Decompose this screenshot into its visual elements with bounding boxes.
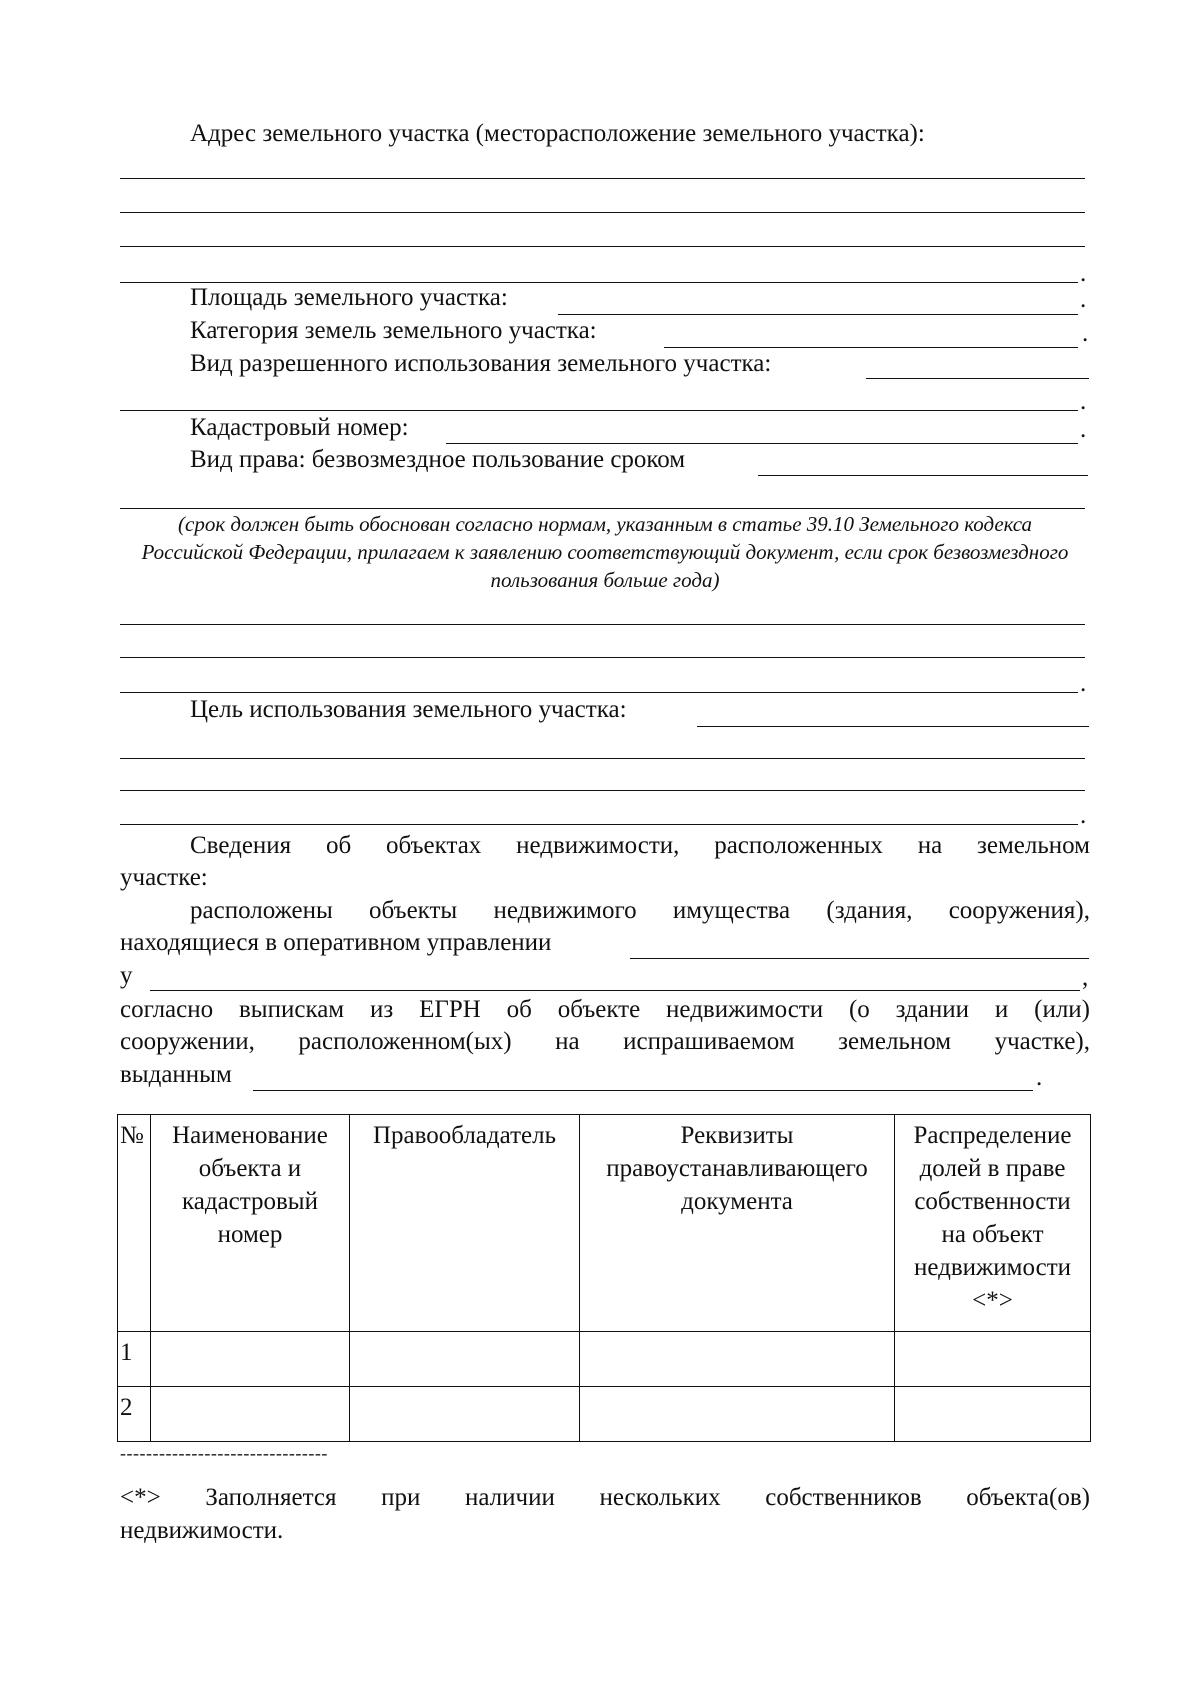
address-label: Адрес земельного участка (месторасположение земельного участка): <box>190 120 925 147</box>
term-field-line-1[interactable] <box>120 624 1085 625</box>
address-field-line-2[interactable] <box>120 212 1085 213</box>
category-label: Категория земель земельного участка: <box>190 317 597 344</box>
footnote-line-1: <*> Заполняется при наличии нескольких собственников объекта(ов) <box>120 1484 1090 1511</box>
property-text-line-1: расположены объекты недвижимого имущества (здания, сооружения), <box>190 897 1090 924</box>
address-period: . <box>1080 260 1087 287</box>
cell-object-name[interactable] <box>151 1332 350 1387</box>
purpose-field[interactable] <box>697 726 1089 727</box>
permitted-use-label: Вид разрешенного использования земельного участка: <box>190 350 772 377</box>
col-header-number: № <box>118 1115 151 1332</box>
category-period: . <box>1082 320 1089 347</box>
col-header-rightholder: Правообладатель <box>350 1115 580 1332</box>
term-period: . <box>1080 670 1087 697</box>
issued-period: . <box>1036 1064 1043 1091</box>
cadastral-label: Кадастровый номер: <box>190 414 409 441</box>
address-field-line-3[interactable] <box>120 246 1085 247</box>
issued-field[interactable] <box>253 1090 1033 1091</box>
term-field-line-2[interactable] <box>120 657 1085 658</box>
cell-shares[interactable] <box>895 1387 1091 1442</box>
area-label: Площадь земельного участка: <box>190 284 508 311</box>
term-note: (срок должен быть обоснован согласно нормам, указанным в статье 39.10 Земельного кодекса Российской Федерации, прилагаем к заявлению соответствующий документ, если срок безвозмездного пользования больше года) <box>141 512 1069 592</box>
address-field-line-1[interactable] <box>120 178 1085 179</box>
permitted-use-period: . <box>1080 388 1087 415</box>
permitted-use-field-line-2[interactable] <box>120 410 1078 411</box>
right-type-field-line-2[interactable] <box>120 508 1085 509</box>
col-header-object-name: Наименование объекта и кадастровый номер <box>151 1115 350 1332</box>
property-text-line-4: согласно выпискам из ЕГРН об объекте недвижимости (о здании и (или) <box>120 996 1090 1023</box>
row-number: 1 <box>118 1332 151 1387</box>
cell-rightholder[interactable] <box>350 1332 580 1387</box>
right-type-field[interactable] <box>758 475 1088 476</box>
cadastral-period: . <box>1080 416 1087 443</box>
area-period: . <box>1080 286 1087 313</box>
property-text-line-3: у <box>120 962 133 989</box>
purpose-label: Цель использования земельного участка: <box>190 696 627 723</box>
property-table <box>117 1114 1091 1442</box>
purpose-field-line-4[interactable] <box>120 824 1078 825</box>
cell-shares[interactable] <box>895 1332 1091 1387</box>
row-number: 2 <box>118 1387 151 1442</box>
cell-rightholder[interactable] <box>350 1387 580 1442</box>
right-type-label: Вид права: безвозмездное пользование сроком <box>190 446 686 473</box>
col-header-document: Реквизиты правоустанавливающего документа <box>580 1115 895 1332</box>
property-text-line-2: находящиеся в оперативном управлении <box>120 929 552 956</box>
table-row <box>118 1387 1091 1442</box>
footnote-line-2: недвижимости. <box>120 1517 284 1544</box>
table-row <box>118 1332 1091 1387</box>
holder-field[interactable] <box>150 990 1080 991</box>
purpose-field-line-2[interactable] <box>120 758 1085 759</box>
cell-object-name[interactable] <box>151 1387 350 1442</box>
cell-document[interactable] <box>580 1387 895 1442</box>
col-header-shares: Распределение долей в праве собственности на объект недвижимости <*> <box>895 1115 1091 1332</box>
property-heading-line-2: участке: <box>120 864 208 891</box>
holder-comma: , <box>1082 964 1089 991</box>
term-field-line-3[interactable] <box>120 692 1078 693</box>
footnote-separator: -------------------------------- <box>120 1444 328 1462</box>
table-header-row <box>118 1115 1091 1332</box>
permitted-use-field[interactable] <box>866 378 1089 379</box>
property-heading-line-1: Сведения об объектах недвижимости, расположенных на земельном <box>190 832 1090 859</box>
property-text-line-5: сооружении, расположенном(ых) на испрашиваемом земельном участке), <box>120 1028 1090 1055</box>
operational-management-field[interactable] <box>630 958 1089 959</box>
cell-document[interactable] <box>580 1332 895 1387</box>
purpose-period: . <box>1080 802 1087 829</box>
purpose-field-line-3[interactable] <box>120 790 1085 791</box>
property-text-line-6: выданным <box>120 1061 232 1088</box>
